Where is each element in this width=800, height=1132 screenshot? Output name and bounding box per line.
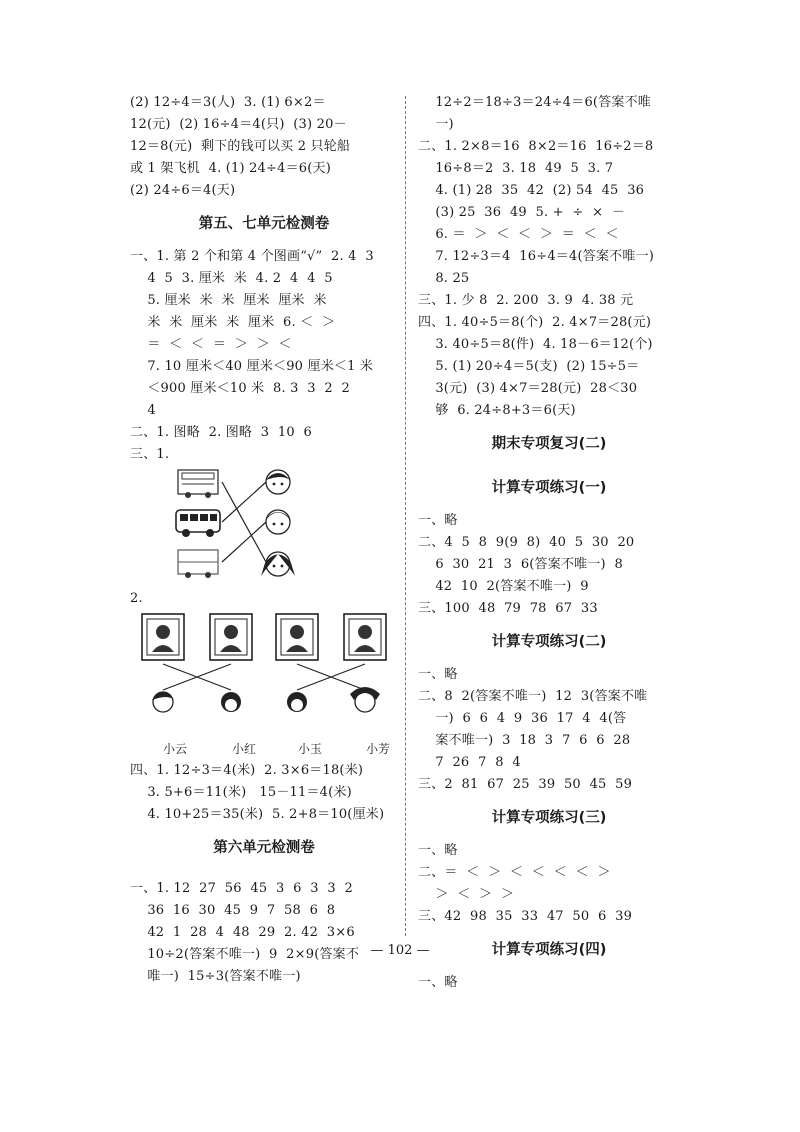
text-line: 米 米 厘米 米 厘米 6. ＜ ＞ <box>130 315 336 330</box>
text-line: (2) 12÷4＝3(人) 3. (1) 6×2＝ <box>130 95 326 110</box>
text-line: (2) 24÷6＝4(天) <box>130 183 236 198</box>
child-head-icon <box>152 692 174 712</box>
text-line: 7. 10 厘米＜40 厘米＜90 厘米＜1 米 <box>130 359 374 374</box>
text-line: 3(元) (3) 4×7＝28(元) 28＜30 <box>418 381 638 396</box>
text-line: 二、1. 2×8＝16 8×2＝16 16÷2＝8 <box>418 139 654 154</box>
name-caption: 小玉 <box>298 742 323 756</box>
right-column <box>418 92 680 994</box>
text-line: 4 <box>130 403 156 418</box>
framed-portrait-icon <box>142 614 184 660</box>
text-line: 三、1. 少 8 2. 200 3. 9 4. 38 元 <box>418 293 634 308</box>
text-line: 一) 6 6 4 9 36 17 4 4(答 <box>418 711 627 726</box>
text-line: 3. 40÷5＝8(件) 4. 18－6＝12(个) <box>418 337 653 352</box>
column-divider <box>405 96 406 936</box>
text-line: 一、略 <box>418 975 458 990</box>
text-line: 16÷8＝2 3. 18 49 5 3. 7 <box>418 161 614 176</box>
text-line: 一) <box>418 117 454 132</box>
text-line: 42 1 28 4 48 29 2. 42 3×6 <box>130 925 355 940</box>
matching-figure-2 <box>130 610 398 738</box>
text-line: 够 6. 24÷8+3＝6(天) <box>418 403 576 418</box>
subsection-heading: 计算专项练习(四) <box>491 942 607 958</box>
section-heading: 第六单元检测卷 <box>213 840 315 856</box>
text-line: 一、略 <box>418 667 458 682</box>
text-line: 6 30 21 3 6(答案不唯一) 8 <box>418 557 623 572</box>
text-line: 三、100 48 79 78 67 33 <box>418 601 598 616</box>
text-line: 四、1. 40÷5＝8(个) 2. 4×7＝28(元) <box>418 315 652 330</box>
bus-icon <box>178 550 218 578</box>
text-line: 一、1. 第 2 个和第 4 个图画“√” 2. 4 3 <box>130 249 374 264</box>
matching-figure-1 <box>130 466 398 588</box>
name-captions <box>130 738 398 760</box>
framed-portrait-icon <box>276 614 318 660</box>
matching-figure-2-drawing <box>130 610 398 738</box>
child-head-icon <box>221 692 241 712</box>
text-line: ＝ ＜ ＜ ＝ ＞ ＞ ＜ <box>130 337 292 352</box>
text-line: (3) 25 36 49 5. + ÷ × － <box>418 205 626 220</box>
text-line: 7. 12÷3＝4 16÷4＝4(答案不唯一) <box>418 249 655 264</box>
text-line: 5. (1) 20÷4＝5(支) (2) 15÷5＝ <box>418 359 640 374</box>
text-line: 7 26 7 8 4 <box>418 755 521 770</box>
text-line: 3. 5+6＝11(米) 15－11＝4(米) <box>130 785 352 800</box>
text-line: 12(元) (2) 16÷4＝4(只) (3) 20－ <box>130 117 347 132</box>
text-line: 4. 10+25＝35(米) 5. 2+8＝10(厘米) <box>130 807 385 822</box>
text-line: 4. (1) 28 35 42 (2) 54 45 36 <box>418 183 645 198</box>
text-line: 三、1. <box>130 447 170 462</box>
text-line: 一、1. 12 27 56 45 3 6 3 3 2 <box>130 881 353 896</box>
text-line: 二、1. 图略 2. 图略 3 10 6 <box>130 425 313 440</box>
child-face-icon <box>265 510 291 534</box>
text-line: ＜900 厘米＜10 米 8. 3 3 2 2 <box>130 381 351 396</box>
text-line: ＞ ＜ ＞ ＞ <box>418 887 515 902</box>
text-line: 6. ＝ ＞ ＜ ＜ ＞ ＝ ＜ ＜ <box>418 227 619 242</box>
text-line: 二、4 5 8 9(9 8) 40 5 30 20 <box>418 535 635 550</box>
text-line: 唯一) 15÷3(答案不唯一) <box>130 969 301 984</box>
child-face-icon <box>266 470 290 494</box>
text-line: 12＝8(元) 剩下的钱可以买 2 只轮船 <box>130 139 351 154</box>
text-line: 12÷2＝18÷3＝24÷4＝6(答案不唯 <box>418 95 651 110</box>
left-column <box>130 92 398 988</box>
text-line: 三、2 81 67 25 39 50 45 59 <box>418 777 633 792</box>
section-heading: 期末专项复习(二) <box>491 436 607 452</box>
name-caption: 小云 <box>163 742 188 756</box>
page-number: — 102 — <box>370 943 430 958</box>
text-line: 4 5 3. 厘米 米 4. 2 4 4 5 <box>130 271 333 286</box>
bus-with-sign-icon <box>178 470 218 498</box>
text-line: 5. 厘米 米 米 厘米 厘米 米 <box>130 293 327 308</box>
bus-icon <box>176 510 220 537</box>
text-line: 10÷2(答案不唯一) 9 2×9(答案不 <box>130 947 360 962</box>
text-line: 二、＝ ＜ ＞ ＜ ＜ ＜ ＜ ＞ <box>418 865 611 880</box>
subsection-heading: 计算专项练习(一) <box>491 480 607 496</box>
text-line: 四、1. 12÷3＝4(米) 2. 3×6＝18(米) <box>130 763 364 778</box>
section-heading: 第五、七单元检测卷 <box>198 216 330 232</box>
child-head-icon <box>287 692 307 712</box>
framed-portrait-icon <box>210 614 252 660</box>
subsection-heading: 计算专项练习(三) <box>491 810 607 826</box>
name-caption: 小红 <box>232 742 257 756</box>
text-line: 一、略 <box>418 843 458 858</box>
child-head-icon <box>350 687 380 712</box>
text-line: 一、略 <box>418 513 458 528</box>
text-line: 二、8 2(答案不唯一) 12 3(答案不唯 <box>418 689 648 704</box>
text-line: 8. 25 <box>418 271 470 286</box>
text-line: 三、42 98 35 33 47 50 6 39 <box>418 909 633 924</box>
subsection-heading: 计算专项练习(二) <box>491 634 607 650</box>
figure-label: 2. <box>130 591 143 606</box>
text-line: 案不唯一) 3 18 3 7 6 6 28 <box>418 733 631 748</box>
framed-portrait-icon <box>344 614 386 660</box>
text-line: 42 10 2(答案不唯一) 9 <box>418 579 589 594</box>
text-line: 或 1 架飞机 4. (1) 24÷4＝6(天) <box>130 161 332 176</box>
name-caption: 小芳 <box>366 742 391 756</box>
matching-figure-1-drawing <box>130 466 398 588</box>
girl-face-icon <box>261 552 295 576</box>
text-line: 36 16 30 45 9 7 58 6 8 <box>130 903 336 918</box>
